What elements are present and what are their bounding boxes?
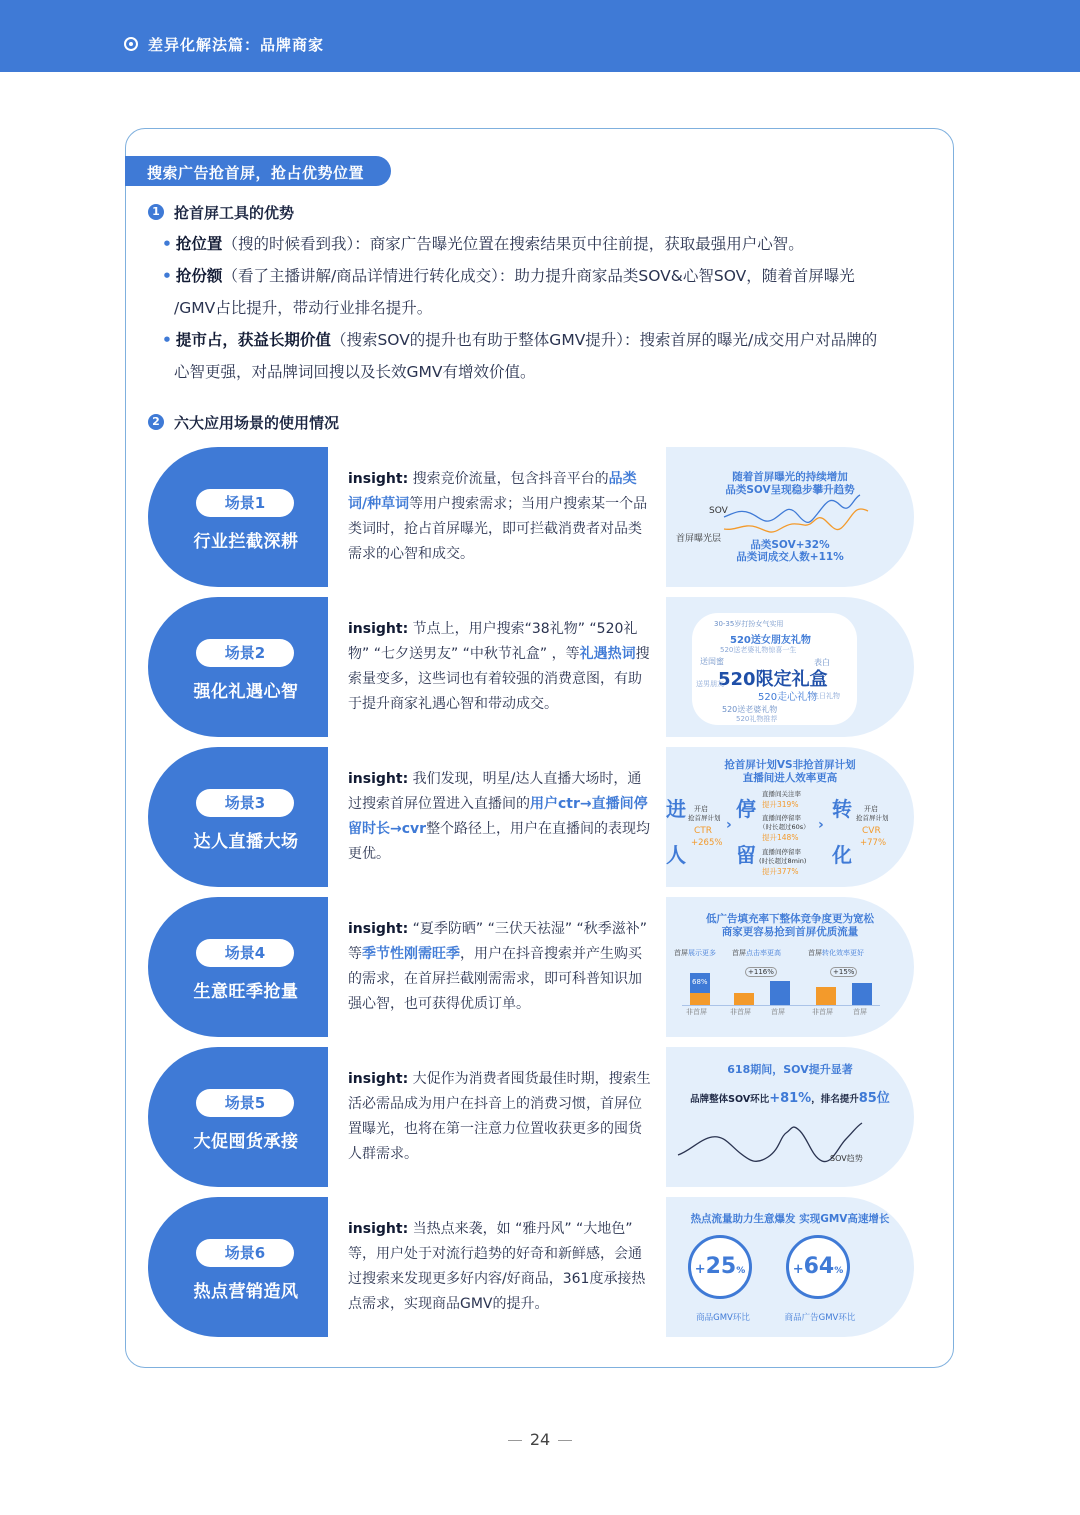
bar-cvr-first xyxy=(852,983,872,1005)
scene-insight: insight: 我们发现，明星/达人直播大场时，通过搜索首屏位置进入直播间的用户ctr→直播间停留时长→cvr整个路径上，用户在直播间的表现均更优。 xyxy=(328,747,666,887)
cvr-label: CVR xyxy=(862,826,881,836)
metric-2-note: （时长超过60s） xyxy=(759,823,810,831)
scene-tag: 场景2 xyxy=(196,639,294,667)
scene-visual xyxy=(666,1047,914,1187)
exposure-label: 首屏曝光层 xyxy=(676,534,722,544)
bullet-3: • 提市占，获益长期价值（搜索SOV的提升也有助于整体GMV提升）：搜索首屏的曝光/成交用户对品牌的 xyxy=(162,331,878,349)
scene-name: 行业拦截深耕 xyxy=(193,532,299,552)
scene-row-6 xyxy=(148,1197,914,1337)
bullet-3-cont: 心智更强，对品牌词回搜以及长效GMV有增效价值。 xyxy=(174,363,536,381)
scene-tag: 场景4 xyxy=(196,939,294,967)
ctr-value: +265% xyxy=(691,838,723,848)
x-label: 非首屏 xyxy=(686,1008,707,1016)
bullet-2-cont: /GMV占比提升，带动行业排名提升。 xyxy=(174,299,433,317)
scene-label-block xyxy=(148,1197,328,1337)
scene-visual xyxy=(666,747,914,887)
scene-name: 大促囤货承接 xyxy=(193,1132,299,1152)
scene-visual xyxy=(666,597,914,737)
page-number-text: 24 xyxy=(529,1430,551,1449)
bullet-2-key: 抢份额 xyxy=(175,267,223,285)
metric-3-value: 提升377% xyxy=(762,867,799,876)
label-plan: 抢首屏计划 xyxy=(688,814,721,822)
circle-icon xyxy=(124,37,138,51)
char-jin: 进 xyxy=(666,797,686,821)
scene-tag: 场景1 xyxy=(196,489,294,517)
group-3-label: 首屏转化效率更好 xyxy=(808,949,864,957)
sov-label: SOV xyxy=(709,506,728,516)
scene-name: 生意旺季抢量 xyxy=(193,982,299,1002)
scene-name: 强化礼遇心智 xyxy=(193,682,299,702)
bar-ctr-nonfirst xyxy=(734,993,754,1005)
x-label: 非首屏 xyxy=(730,1008,751,1016)
char-hua: 化 xyxy=(832,843,852,867)
stat-sov: 品类SOV+32% xyxy=(750,539,830,551)
part1-heading: 抢首屏工具的优势 xyxy=(174,204,295,222)
vis-subtitle: 直播间进人效率更高 xyxy=(742,772,838,784)
scene-label-block xyxy=(148,597,328,737)
char-ting: 停 xyxy=(736,797,756,821)
group-2-label: 首屏点击率更高 xyxy=(732,949,781,957)
metric-3-note: (时长超过8min) xyxy=(759,857,807,865)
bar-nonfirst-orange xyxy=(690,993,710,1005)
scene-label-block xyxy=(148,897,328,1037)
char-ren: 人 xyxy=(666,843,686,867)
scene-label-block xyxy=(148,747,328,887)
vis-subtitle: 品类SOV呈现稳步攀升趋势 xyxy=(725,484,855,496)
scene-row-1 xyxy=(148,447,914,587)
increase-badge-2: +15% xyxy=(830,967,857,977)
ctr-label: CTR xyxy=(694,826,713,836)
bullet-3-key: 提市占，获益长期价值 xyxy=(175,331,331,349)
scene-row-5 xyxy=(148,1047,914,1187)
header-title: 差异化解法篇：品牌商家 xyxy=(148,36,325,54)
metric-2-value: 提升148% xyxy=(762,833,799,842)
bar-cvr-nonfirst xyxy=(816,987,836,1005)
char-liu: 留 xyxy=(736,843,756,867)
bullet-3-text: （搜索SOV的提升也有助于整体GMV提升）：搜索首屏的曝光/成交用户对品牌的 xyxy=(330,331,878,349)
scene-tag: 场景6 xyxy=(196,1239,294,1267)
growth-circle-2: +64% xyxy=(786,1235,850,1299)
sov-summary: 品牌整体SOV环比+81%，排名提升85位 xyxy=(690,1091,890,1106)
vis-subtitle: 商家更容易抢到首屏优质流量 xyxy=(721,926,859,938)
scene-name: 热点营销造风 xyxy=(193,1282,299,1302)
x-label: 首屏 xyxy=(853,1008,867,1016)
vis-title: 随着首屏曝光的持续增加 xyxy=(732,471,848,483)
label-plan: 抢首屏计划 xyxy=(856,814,889,822)
scene-insight: insight: “夏季防晒” “三伏天祛湿” “秋季滋补” 等季节性刚需旺季，用户在抖音搜索并产生购买的需求，在首屏拦截刚需需求，即可科普知识加强心智，也可获得优质订单。 xyxy=(328,897,666,1037)
metric-2: 直播间停留率 xyxy=(762,814,801,822)
cvr-value: +77% xyxy=(860,838,887,848)
label-open: 开启 xyxy=(864,805,878,813)
scene-visual xyxy=(666,897,914,1037)
increase-badge-1: +116% xyxy=(745,967,777,977)
bar-ctr-first xyxy=(770,981,790,1005)
section-title: 搜索广告抢首屏，抢占优势位置 xyxy=(125,156,391,186)
scene-tag: 场景5 xyxy=(196,1089,294,1117)
scene-visual xyxy=(666,1197,914,1337)
stat-buyers: 品类词成交人数+11% xyxy=(736,551,844,563)
x-label: 首屏 xyxy=(771,1008,785,1016)
label-open: 开启 xyxy=(694,805,708,813)
vis-title: 抢首屏计划VS非抢首屏计划 xyxy=(724,759,856,771)
metric-3: 直播间停留率 xyxy=(762,848,801,856)
scene-tag: 场景3 xyxy=(196,789,294,817)
bullet-1-text: （搜的时候看到我）：商家广告曝光位置在搜索结果页中往前提，获取最强用户心智。 xyxy=(222,235,804,253)
scene-name: 达人直播大场 xyxy=(193,832,299,852)
scene-insight: insight: 当热点来袭，如 “雅丹风” “大地色” 等，用户处于对流行趋势的好奇和新鲜感，会通过搜索来发现更多好内容/好商品，361度承接热点需求，实现商品GMV的提升。 xyxy=(328,1197,666,1337)
axis-line xyxy=(682,1005,880,1006)
growth-label-2: 商品广告GMV环比 xyxy=(784,1313,856,1323)
sov-trend-lines xyxy=(722,493,872,543)
scene-label-block xyxy=(148,1047,328,1187)
bar-pct-label: 68% xyxy=(692,978,708,986)
part2-heading: 六大应用场景的使用情况 xyxy=(174,414,340,432)
scene-insight: insight: 节点上，用户搜索“38礼物” “520礼物” “七夕送男友” “中秋节礼盒” ，等礼遇热词搜索量变多，这些词也有着较强的消费意图，有助于提升商家礼遇心智和带动成交。 xyxy=(328,597,666,737)
bullet-2: • 抢份额（看了主播讲解/商品详情进行转化成交）：助力提升商家品类SOV&心智SOV，随着首屏曝光 xyxy=(162,267,855,285)
number-badge-2: 2 xyxy=(148,414,164,430)
group-1-label: 首屏展示更多 xyxy=(674,949,716,957)
scene-row-3 xyxy=(148,747,914,887)
x-label: 非首屏 xyxy=(812,1008,833,1016)
char-zhuan: 转 xyxy=(832,797,852,821)
metric-1: 直播间关注率 xyxy=(762,790,801,798)
vis-title: 热点流量助力生意爆发 实现GMV高速增长 xyxy=(690,1213,890,1225)
top-banner xyxy=(0,0,1080,72)
page-number xyxy=(0,1430,1080,1449)
number-badge-1: 1 xyxy=(148,204,164,220)
bullet-1: • 抢位置（搜的时候看到我）：商家广告曝光位置在搜索结果页中往前提，获取最强用户心智。 xyxy=(162,235,804,253)
growth-label-1: 商品GMV环比 xyxy=(696,1313,750,1323)
vis-title: 低广告填充率下整体竞争度更为宽松 xyxy=(706,913,874,925)
scene-insight: insight: 大促作为消费者囤货最佳时期，搜索生活必需品成为用户在抖音上的消费习惯，首屏位置曝光，也将在第一注意力位置收获更多的囤货人群需求。 xyxy=(328,1047,666,1187)
scene-insight: insight: 搜索竞价流量，包含抖音平台的品类词/种草词等用户搜索需求；当用户搜索某一个品类词时，抢占首屏曝光，即可拦截消费者对品类需求的心智和成交。 xyxy=(328,447,666,587)
bullet-2-text: （看了主播讲解/商品详情进行转化成交）：助力提升商家品类SOV&心智SOV，随着首屏曝光 xyxy=(222,267,855,285)
growth-circle-1: +25% xyxy=(688,1235,752,1299)
vis-title: 618期间，SOV提升显著 xyxy=(727,1063,853,1076)
metric-1-value: 提升319% xyxy=(762,800,799,809)
chevron-right-icon: › xyxy=(818,817,824,833)
word-cloud: 30-35岁打扮女气实用 520送女朋友礼物 520送老婆礼物惊喜一生 送闺蜜 表白 520限定礼盒 送男朋友 520走心礼物 生日礼物 520送老婆礼物 520礼物推荐 xyxy=(692,613,857,725)
bullet-1-key: 抢位置 xyxy=(175,235,223,253)
trend-label: SOV趋势 xyxy=(830,1154,863,1163)
scene-row-4 xyxy=(148,897,914,1037)
scene-visual xyxy=(666,447,914,587)
chevron-right-icon: › xyxy=(726,817,732,833)
scene-label-block xyxy=(148,447,328,587)
scene-row-2 xyxy=(148,597,914,737)
